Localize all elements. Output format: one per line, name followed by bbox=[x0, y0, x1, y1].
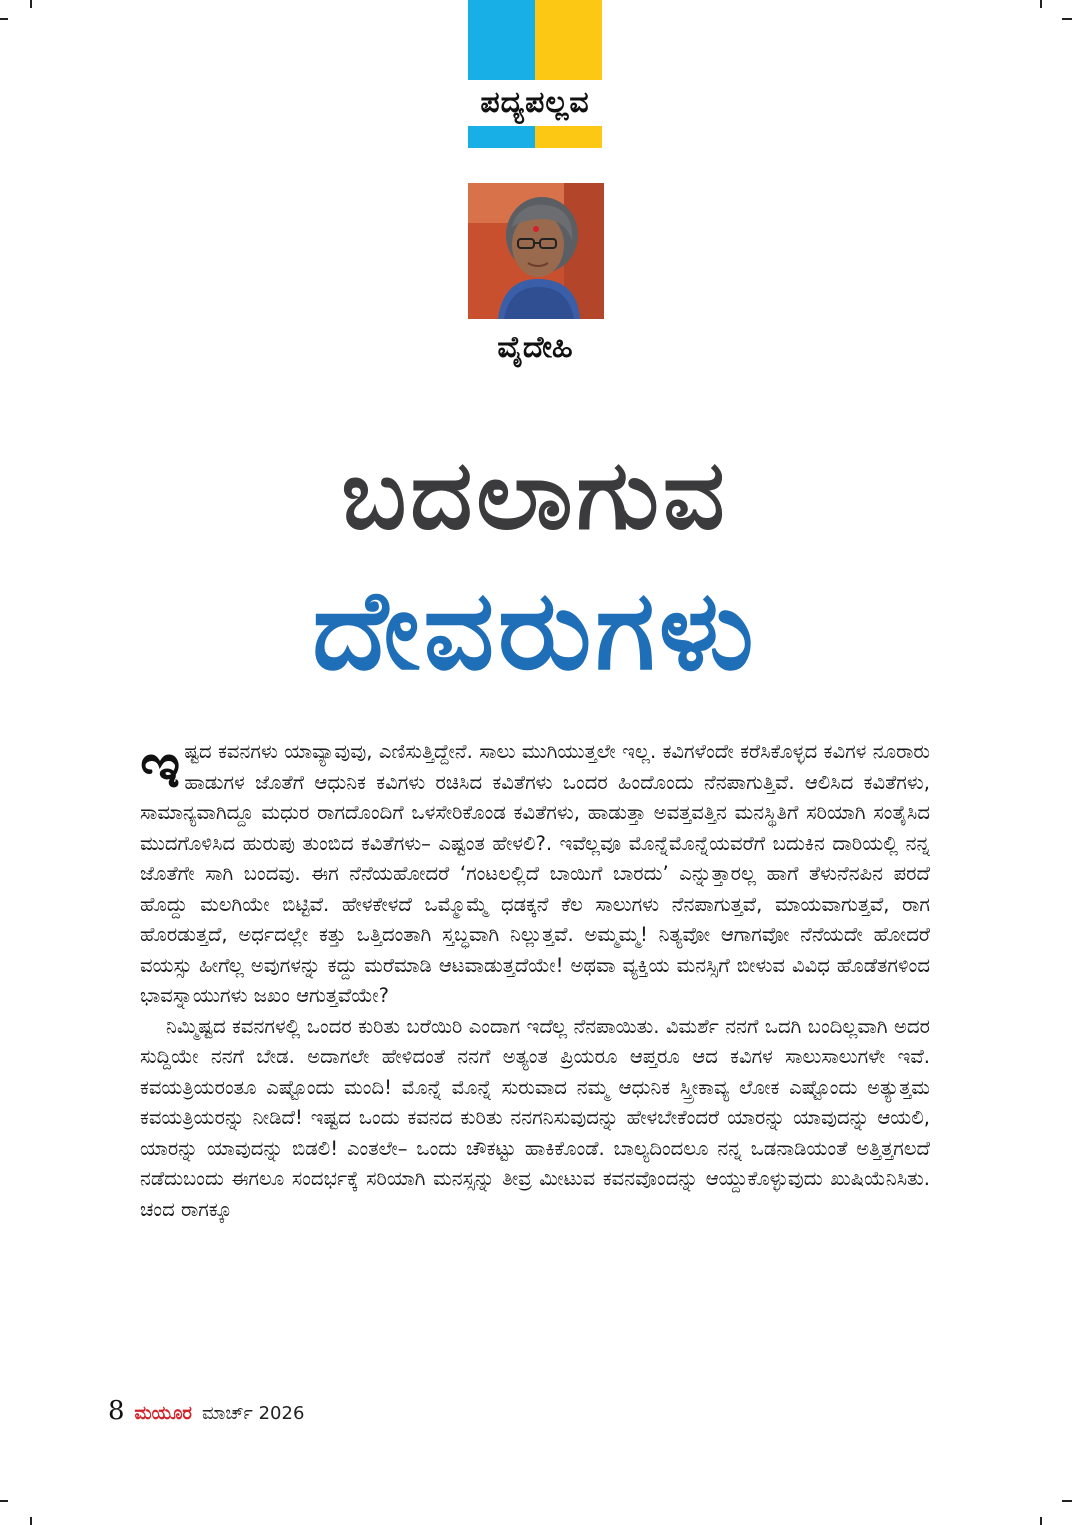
article-body bbox=[140, 729, 930, 1225]
paragraph: ನಿಮ್ಮಿಷ್ಟದ ಕವನಗಳಲ್ಲಿ ಒಂದರ ಕುರಿತು ಬರೆಯಿರಿ ಎಂದಾಗ ಇದೆಲ್ಲ ನೆನಪಾಯಿತು. ವಿಮರ್ಶೆ ನನಗೆ ಒದಗಿ ಬಂದಿಲ್ಲವಾಗಿ ಅದರ ಸುದ್ದಿಯೇ ನನಗೆ ಬೇಡ. ಅದಾಗಲೇ ಹೇಳಿದಂತೆ ನನಗೆ ಅತ್ಯಂತ ಪ್ರಿಯರೂ ಆಪ್ತರೂ ಆದ ಕವಿಗಳ ಸಾಲುಸಾಲುಗಳೇ ಇವೆ. ಕವಯತ್ರಿಯರಂತೂ ಎಷ್ಟೊಂದು ಮಂದಿ! ಮೊನ್ನೆ ಮೊನ್ನೆ ಸುರುವಾದ ನಮ್ಮ ಆಧುನಿಕ ಸ್ತ್ರೀಕಾವ್ಯ ಲೋಕ ಎಷ್ಟೊಂದು ಅತ್ಯುತ್ತಮ ಕವಯತ್ರಿಯರನ್ನು ನೀಡಿದೆ! ಇಷ್ಟದ ಒಂದು ಕವನದ ಕುರಿತು ನನಗನಿಸುವುದನ್ನು ಹೇಳಬೇಕೆಂದರೆ ಯಾರನ್ನು ಯಾವುದನ್ನು ಆಯಲಿ, ಯಾರನ್ನು ಯಾವುದನ್ನು ಬಿಡಲಿ! ಎಂತಲೇ– ಒಂದು ಚೌಕಟ್ಟು ಹಾಕಿಕೊಂಡೆ. ಬಾಲ್ಯದಿಂದಲೂ ನನ್ನ ಒಡನಾಡಿಯಂತೆ ಅತ್ತಿತ್ತಗಲದೆ ನಡೆದುಬಂದು ಈಗಲೂ ಸಂದರ್ಭಕ್ಕೆ ಸರಿಯಾಗಿ ಮನಸ್ಸನ್ನು ತೀವ್ರ ಮೀಟುವ ಕವನವೊಂದನ್ನು ಆಯ್ದುಕೊಳ್ಳುವುದು ಖುಷಿಯೆನಿಸಿತು. ಚಂದ ರಾಗಕ್ಕೂ bbox=[140, 1014, 930, 1221]
headline-line-1: ಬದಲಾಗುವ bbox=[341, 439, 729, 551]
page-number: 8 bbox=[108, 1396, 125, 1426]
crop-mark-top-right-v bbox=[1040, 0, 1042, 8]
author-photo bbox=[468, 183, 604, 319]
crop-mark-bottom-left-v bbox=[30, 1517, 32, 1525]
logo-blue-block bbox=[468, 0, 535, 80]
crop-mark-bottom-right-v bbox=[1040, 1517, 1042, 1525]
logo-yellow-bar bbox=[535, 126, 602, 148]
drop-cap: ಇ bbox=[140, 729, 181, 802]
logo-blue-bar bbox=[468, 126, 535, 148]
headline-line-2: ದೇವರುಗಳು bbox=[312, 566, 758, 694]
crop-mark-top-left-v bbox=[30, 0, 32, 8]
magazine-name: ಮಯೂರ bbox=[134, 1403, 192, 1424]
column-logo bbox=[468, 0, 602, 148]
crop-mark-bottom-right bbox=[1062, 1500, 1072, 1502]
crop-mark-top-left bbox=[0, 18, 8, 20]
crop-mark-top-right bbox=[1062, 18, 1072, 20]
page-footer bbox=[108, 1396, 304, 1428]
issue-date: ಮಾರ್ಚ್ 2026 bbox=[201, 1403, 305, 1424]
author-name: ವೈದೇಹಿ bbox=[497, 330, 573, 365]
author-portrait-icon bbox=[468, 183, 604, 319]
column-name: ಪದ್ಯಪಲ್ಲವ bbox=[468, 80, 602, 126]
paragraph bbox=[140, 729, 930, 1012]
paragraph-text: ಷ್ಟದ ಕವನಗಳು ಯಾವ್ಯಾವುವು, ಎಣಿಸುತ್ತಿದ್ದೇನೆ. ಸಾಲು ಮುಗಿಯುತ್ತಲೇ ಇಲ್ಲ. ಕವಿಗಳೆಂದೇ ಕರೆಸಿಕೊಳ್ಳದ ಕವಿಗಳ ನೂರಾರು ಹಾಡುಗಳ ಜೊತೆಗೆ ಆಧುನಿಕ ಕವಿಗಳು ರಚಿಸಿದ ಕವಿತೆಗಳು ಒಂದರ ಹಿಂದೊಂದು ನೆನಪಾಗುತ್ತಿವೆ. ಆಲಿಸಿದ ಕವಿತೆಗಳು, ಸಾಮಾನ್ಯವಾಗಿದ್ದೂ ಮಧುರ ರಾಗದೊಂದಿಗೆ ಒಳಸೇರಿಕೊಂಡ ಕವಿತೆಗಳು, ಹಾಡುತ್ತಾ ಅವತ್ತವತ್ತಿನ ಮನಸ್ಥಿತಿಗೆ ಸರಿಯಾಗಿ ಸಂತೈಸಿದ ಮುದಗೊಳಿಸಿದ ಹುರುಪು ತುಂಬಿದ ಕವಿತೆಗಳು– ಎಷ್ಟಂತ ಹೇಳಲಿ?. ಇವೆಲ್ಲವೂ ಮೊನ್ನೆಮೊನ್ನೆಯವರೆಗೆ ಬದುಕಿನ ದಾರಿಯಲ್ಲಿ ನನ್ನ ಜೊತೆಗೇ ಸಾಗಿ ಬಂದವು. ಈಗ ನೆನೆಯಹೋದರೆ ‘ಗಂಟಲಲ್ಲಿದೆ ಬಾಯಿಗೆ ಬಾರದು’ ಎನ್ನುತ್ತಾರಲ್ಲ ಹಾಗೆ ತೆಳುನೆನಪಿನ ಪರದೆ ಹೊದ್ದು ಮಲಗಿಯೇ ಬಿಟ್ಟಿವೆ. ಹೇಳಕೇಳದೆ ಒಮ್ಮೊಮ್ಮೆ ಧಡಕ್ಕನೆ ಕೆಲ ಸಾಲುಗಳು ನೆನಪಾಗುತ್ತವೆ, ಮಾಯವಾಗುತ್ತವೆ, ರಾಗ ಹೊರಡುತ್ತದೆ, ಅರ್ಧದಲ್ಲೇ ಕತ್ತು ಒತ್ತಿದಂತಾಗಿ ಸ್ತಬ್ಧವಾಗಿ ನಿಲ್ಲುತ್ತವೆ. ಅಮ್ಮಮ್ಮ! ನಿತ್ಯವೋ ಆಗಾಗವೋ ನೆನೆಯದೇ ಹೋದರೆ ವಯಸ್ಸು ಹೀಗೆಲ್ಲ ಅವುಗಳನ್ನು ಕದ್ದು ಮರೆಮಾಡಿ ಆಟವಾಡುತ್ತದೆಯೇ! ಅಥವಾ ವ್ಯಕ್ತಿಯ ಮನಸ್ಸಿಗೆ ಬೀಳುವ ವಿವಿಧ ಹೊಡೆತಗಳಿಂದ ಭಾವಸ್ನಾಯುಗಳು ಜಖಂ ಆಗುತ್ತವೆಯೇ? bbox=[140, 740, 930, 1007]
crop-mark-bottom-left bbox=[0, 1500, 8, 1502]
logo-yellow-block bbox=[535, 0, 602, 80]
